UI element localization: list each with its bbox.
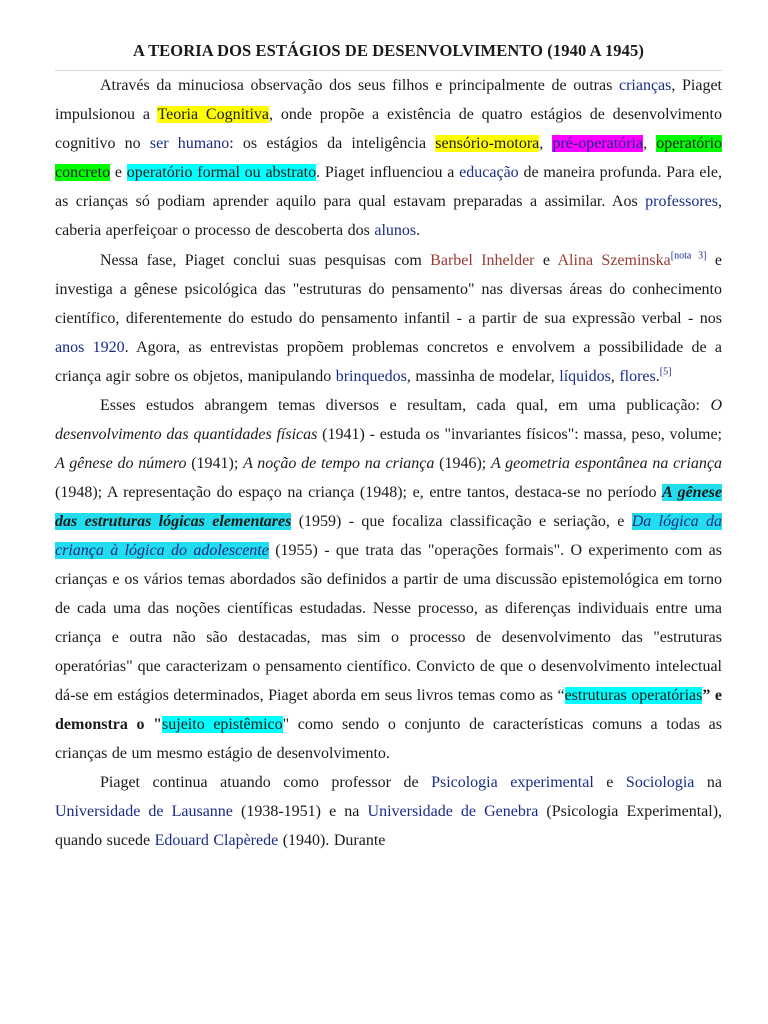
page-title: A TEORIA DOS ESTÁGIOS DE DESENVOLVIMENTO (1940 A 1945) bbox=[133, 41, 644, 60]
text: (1940). Durante bbox=[278, 832, 386, 849]
highlight-pre-operatoria[interactable]: pré-operatória bbox=[552, 135, 644, 152]
link-barbel-inhelder[interactable]: Barbel Inhelder bbox=[430, 252, 535, 269]
link-universidade-genebra[interactable]: Universidade de Genebra bbox=[367, 803, 539, 820]
footnote-nota-3[interactable]: [nota 3] bbox=[670, 250, 707, 262]
footnote-5[interactable]: [5] bbox=[659, 366, 672, 378]
paragraph-2 bbox=[55, 246, 722, 391]
text: (1948); A representação do espaço na criança (1948); e, entre tantos, destaca-se no período bbox=[55, 484, 663, 501]
text: e investiga a gênese psicológica das "estruturas do pensamento" nas diversas áreas do conhecimento científico, diferentemente do estudo do pensamento infantil - a partir de sua expressão verbal - nos bbox=[55, 252, 722, 327]
paragraph-1 bbox=[55, 71, 722, 245]
highlight-logica-crianca[interactable]: Da lógica da criança à lógica do adolescente bbox=[55, 513, 723, 559]
text: (1946); bbox=[434, 455, 491, 472]
text: (1959) - que focaliza classificação e seriação, e bbox=[291, 513, 632, 530]
text: Através da minuciosa observação dos seus filhos e principalmente de outras bbox=[100, 77, 619, 94]
text: e bbox=[593, 774, 626, 791]
text: , bbox=[643, 135, 657, 152]
paragraph-4 bbox=[55, 768, 722, 855]
link-liquidos[interactable]: líquidos bbox=[559, 368, 611, 385]
link-educacao[interactable]: educação bbox=[459, 164, 519, 181]
text: (1938-1951) e na bbox=[232, 803, 368, 820]
text: Piaget continua atuando como professor de bbox=[100, 774, 432, 791]
text: e bbox=[110, 164, 127, 181]
text: , bbox=[539, 135, 553, 152]
link-anos-1920[interactable]: anos 1920 bbox=[55, 339, 125, 356]
text: , bbox=[610, 368, 620, 385]
text: : os estágios da inteligência bbox=[229, 135, 436, 152]
text: . bbox=[655, 368, 660, 385]
highlight-sujeito-epistemico: sujeito epistêmico bbox=[162, 716, 283, 733]
highlight-genese-estruturas: A gênese das estruturas lógicas elementares bbox=[55, 484, 722, 530]
text: ” bbox=[702, 687, 715, 704]
link-psicologia-experimental[interactable]: Psicologia experimental bbox=[431, 774, 594, 791]
text: " como sendo o conjunto de características comuns a todas as crianças de um mesmo estágio de desenvolvimento. bbox=[55, 716, 723, 762]
text: . bbox=[416, 222, 421, 239]
link-criancas[interactable]: crianças bbox=[618, 77, 672, 94]
link-universidade-lausanne[interactable]: Universidade de Lausanne bbox=[55, 803, 233, 820]
highlight-sensorio-motora: sensório-motora bbox=[435, 135, 540, 152]
paragraph-3 bbox=[55, 391, 722, 768]
highlight-operatorio-concreto: operatório concreto bbox=[55, 135, 723, 181]
text: Esses estudos abrangem temas diversos e resultam, cada qual, em uma publicação: bbox=[100, 397, 711, 414]
text: , caberia aperfeiçoar o processo de descoberta dos bbox=[55, 193, 722, 239]
link-ser-humano[interactable]: ser humano bbox=[149, 135, 230, 152]
text: , massinha de modelar, bbox=[406, 368, 560, 385]
link-sociologia[interactable]: Sociologia bbox=[625, 774, 695, 791]
title-nocao-tempo: A noção de tempo na criança bbox=[243, 455, 435, 472]
title-genese-numero: A gênese do número bbox=[55, 455, 187, 472]
link-alina-szeminska[interactable]: Alina Szeminska bbox=[557, 252, 671, 269]
link-edouard-claparede[interactable]: Edouard Clapèrede bbox=[154, 832, 279, 849]
text: e bbox=[534, 252, 558, 269]
link-alunos[interactable]: alunos bbox=[374, 222, 417, 239]
text: . Piaget influenciou a bbox=[316, 164, 460, 181]
text: (1941); bbox=[186, 455, 244, 472]
text: (Psicologia Experimental), quando sucede bbox=[55, 803, 723, 849]
text: . Agora, as entrevistas propõem problemas concretos e envolvem a possibilidade de a criança agir sobre os objetos, manipulando bbox=[55, 339, 722, 385]
title-geometria-espontanea: A geometria espontânea na criança bbox=[490, 455, 722, 472]
text: , Piaget impulsionou a bbox=[55, 77, 722, 123]
text: (1955) - que trata das "operações formais". O experimento com as crianças e os vários temas abordados são definidos a partir de uma discussão epistemológica em torno de cada uma das noções científicas estudadas. Nesse processo, as diferenças individuais entre uma criança e outra não são destacadas, mas sim o processo de desenvolvimento das "estruturas operatórias" que caracterizam o pensamento científico. Convicto de que o desenvolvimento intelectual dá-se em estágios determinados, Piaget aborda em seus livros temas como as “ bbox=[55, 542, 723, 704]
text: Nessa fase, Piaget conclui suas pesquisas com bbox=[100, 252, 431, 269]
highlight-teoria-cognitiva: Teoria Cognitiva bbox=[157, 106, 270, 123]
link-brinquedos[interactable]: brinquedos bbox=[335, 368, 407, 385]
text: na bbox=[694, 774, 722, 791]
highlight-estruturas-operatorias: estruturas operatórias bbox=[564, 687, 703, 704]
title-quantidades-fisicas: O desenvolvimento das quantidades físicas bbox=[55, 397, 722, 443]
highlight-operatorio-formal: operatório formal ou abstrato bbox=[126, 164, 317, 181]
text: , onde propõe a existência de quatro estágios de desenvolvimento cognitivo no bbox=[55, 106, 722, 152]
link-flores[interactable]: flores bbox=[619, 368, 656, 385]
text: (1941) - estuda os "invariantes físicos": massa, peso, volume; bbox=[317, 426, 722, 443]
text-demonstra: e demonstra o " bbox=[55, 687, 722, 733]
link-professores[interactable]: professores bbox=[645, 193, 718, 210]
text: de maneira profunda. Para ele, as crianças só podiam aprender aquilo para qual estavam preparadas a assimilar. Aos bbox=[55, 164, 723, 210]
